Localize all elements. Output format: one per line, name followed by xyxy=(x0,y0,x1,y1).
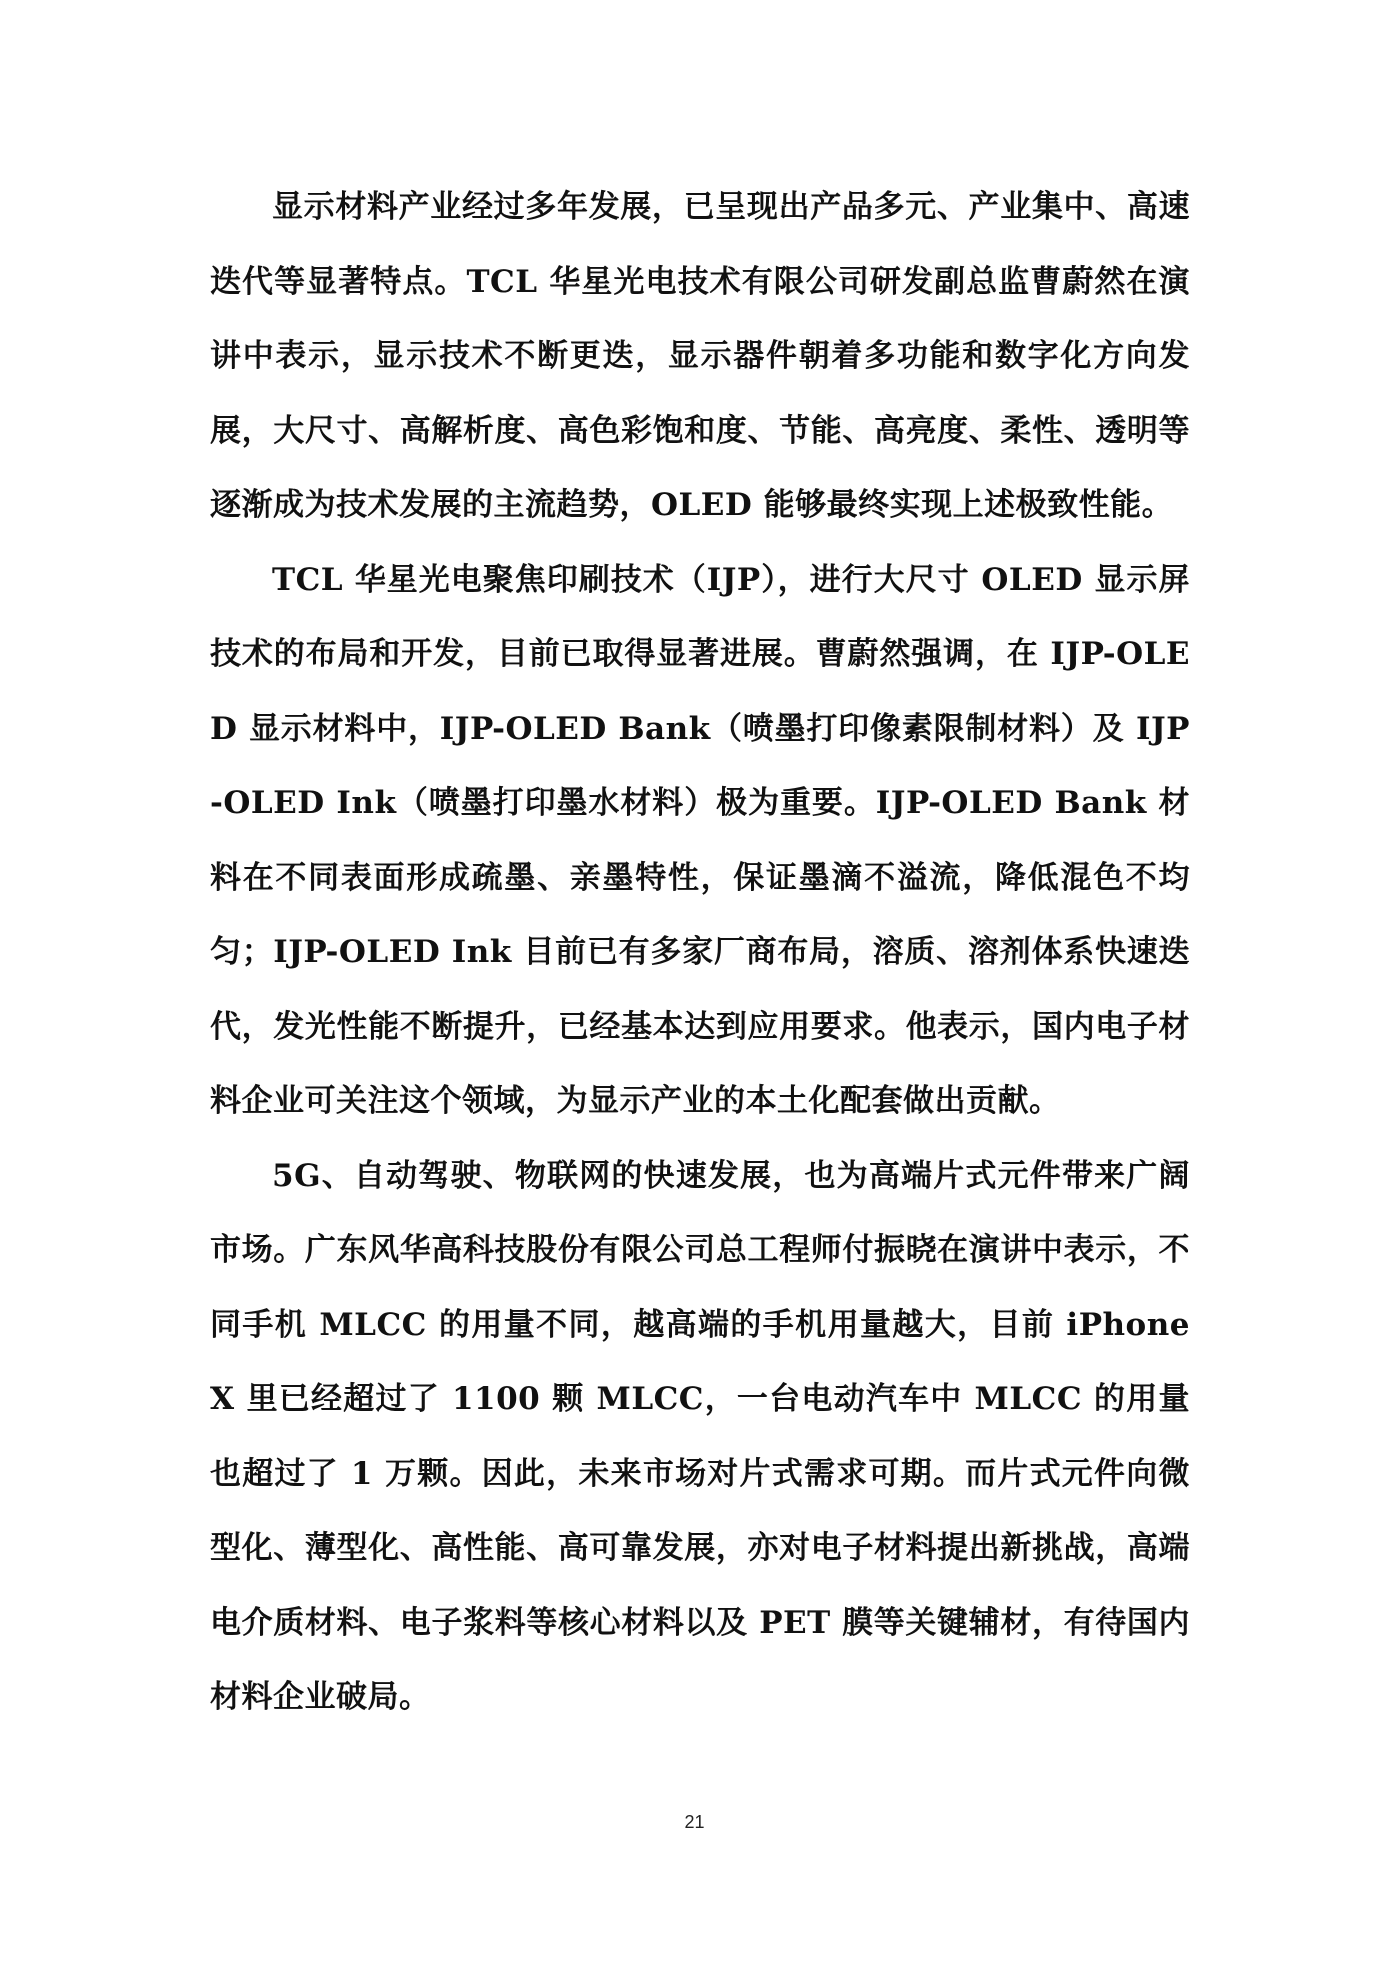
article-body xyxy=(210,170,1190,1735)
paragraph-display-materials: 显示材料产业经过多年发展，已呈现出产品多元、产业集中、高速迭代等显著特点。TCL 华星光电技术有限公司研发副总监曹蔚然在演讲中表示，显示技术不断更迭，显示器件朝着多功能和数字化方向发展，大尺寸、高解析度、高色彩饱和度、节能、高亮度、柔性、透明等逐渐成为技术发展的主流趋势，OLED 能够最终实现上述极致性能。 xyxy=(210,189,1190,523)
page-number: 21 xyxy=(684,1812,705,1832)
paragraph-ijp-oled: TCL 华星光电聚焦印刷技术（IJP），进行大尺寸 OLED 显示屏技术的布局和开发，目前已取得显著进展。曹蔚然强调，在 IJP-OLED 显示材料中，IJP-OLED Bank（喷墨打印像素限制材料）及 IJP-OLED Ink（喷墨打印墨水材料）极为重要。IJP-OLED Bank 材料在不同表面形成疏墨、亲墨特性，保证墨滴不溢流，降低混色不均匀；IJP-OLED Ink 目前已有多家厂商布局，溶质、溶剂体系快速迭代，发光性能不断提升，已经基本达到应用要求。他表示，国内电子材料企业可关注这个领域，为显示产业的本土化配套做出贡献。 xyxy=(210,561,1190,1119)
paragraph-mlcc: 5G、自动驾驶、物联网的快速发展，也为高端片式元件带来广阔市场。广东风华高科技股份有限公司总工程师付振晓在演讲中表示，不同手机 MLCC 的用量不同，越高端的手机用量越大，目前 iPhoneX 里已经超过了 1100 颗 MLCC，一台电动汽车中 MLCC 的用量也超过了 1 万颗。因此，未来市场对片式需求可期。而片式元件向微型化、薄型化、高性能、高可靠发展，亦对电子材料提出新挑战，高端电介质材料、电子浆料等核心材料以及 PET 膜等关键辅材，有待国内材料企业破局。 xyxy=(210,1157,1190,1715)
